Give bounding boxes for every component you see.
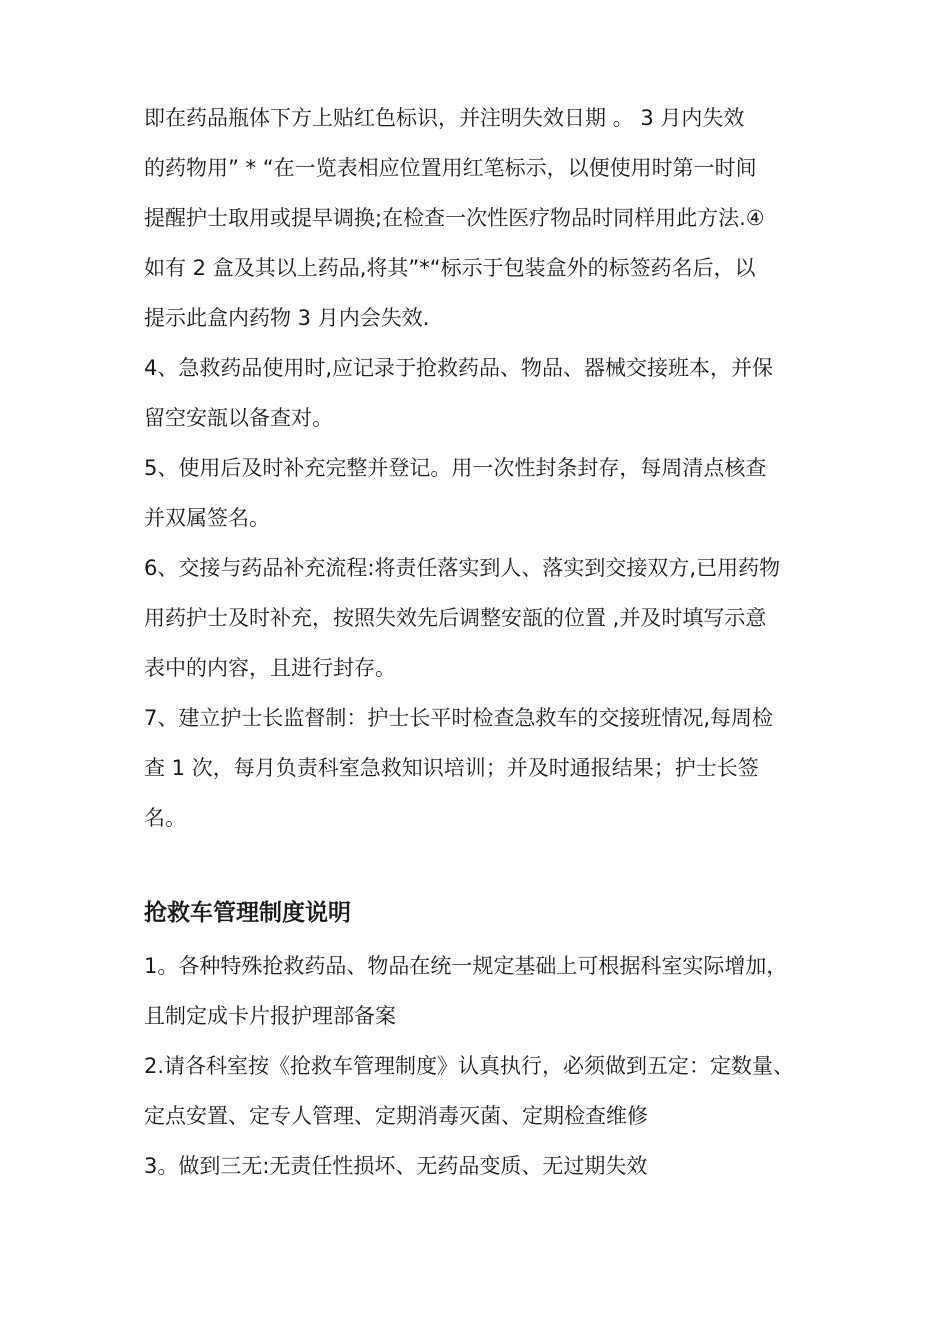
- section-heading: 抢救车管理制度说明: [144, 900, 351, 926]
- text-line: 定点安置、定专人管理、定期消毒灭菌、定期检查维修: [144, 1104, 648, 1128]
- text-line: 并双属签名。: [144, 506, 270, 530]
- text-line: 提醒护士取用或提早调换;在检查一次性医疗物品时同样用此方法.④: [144, 206, 765, 230]
- text-line: 提示此盒内药物 3 月内会失效.: [144, 306, 430, 330]
- text-line: 2.请各科室按《抢救车管理制度》认真执行，必须做到五定：定数量、: [144, 1054, 795, 1078]
- text-line: 5、使用后及时补充完整并登记。用一次性封条封存，每周清点核查: [144, 456, 767, 480]
- text-line: 名。: [144, 806, 186, 830]
- text-line: 1。各种特殊抢救药品、物品在统一规定基础上可根据科室实际增加，: [144, 954, 788, 978]
- text-line: 即在药品瓶体下方上贴红色标识，并注明失效日期 。 3 月内失效: [144, 106, 745, 130]
- text-line: 且制定成卡片报护理部备案: [144, 1004, 396, 1028]
- text-line: 表中的内容，且进行封存。: [144, 656, 396, 680]
- text-line: 查 1 次，每月负责科室急救知识培训；并及时通报结果；护士长签: [144, 756, 759, 780]
- text-line: 4、急救药品使用时,应记录于抢救药品、物品、器械交接班本，并保: [144, 356, 774, 380]
- text-line: 3。做到三无:无责任性损坏、无药品变质、无过期失效: [144, 1154, 648, 1178]
- text-line: 如有 2 盒及其以上药品,将其”*“标示于包装盒外的标签药名后，以: [144, 256, 756, 280]
- text-line: 7、建立护士长监督制：护士长平时检查急救车的交接班情况,每周检: [144, 706, 774, 730]
- text-line: 留空安瓿以备查对。: [144, 406, 333, 430]
- text-line: 用药护士及时补充，按照失效先后调整安瓿的位置 ,并及时填写示意: [144, 606, 767, 630]
- text-line: 6、交接与药品补充流程:将责任落实到人、落实到交接双方,已用药物: [144, 556, 781, 580]
- text-line: 的药物用” * “在一览表相应位置用红笔标示，以便使用时第一时间: [144, 156, 757, 180]
